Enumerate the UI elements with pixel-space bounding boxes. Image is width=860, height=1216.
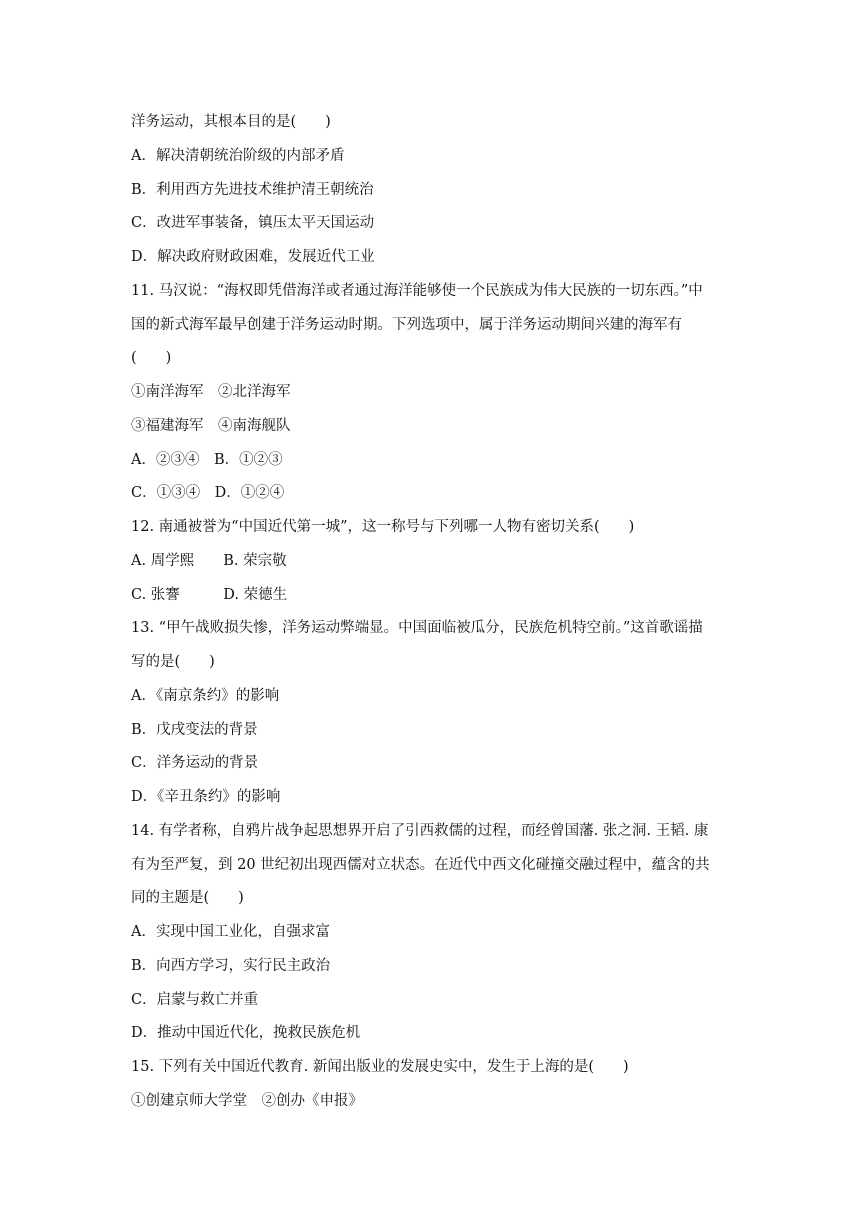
q11-options-cd: C．①③④ D．①②④ bbox=[131, 485, 285, 501]
q13-stem-line1: 13. “甲午战败损失惨，洋务运动弊端显。中国面临被瓜分，民族危机特空前。”这首歌谣描 bbox=[131, 620, 703, 636]
q10-stem: 洋务运动，其根本目的是( ) bbox=[131, 114, 331, 130]
q11-stem-line2: 国的新式海军最早创建于洋务运动时期。下列选项中，属于洋务运动期间兴建的海军有 bbox=[131, 317, 682, 333]
q13-option-a: A．《南京条约》的影响 bbox=[131, 688, 280, 704]
q13-option-b: B．戊戌变法的背景 bbox=[131, 722, 258, 738]
q14-stem-line2: 有为至严复，到 20 世纪初出现西儒对立状态。在近代中西文化碰撞交融过程中，蕴含的共 bbox=[131, 857, 710, 873]
q14-option-a: A．实现中国工业化，自强求富 bbox=[131, 924, 330, 940]
q12-stem: 12. 南通被誉为“中国近代第一城”，这一称号与下列哪一人物有密切关系( ) bbox=[131, 519, 635, 535]
q13-option-c: C．洋务运动的背景 bbox=[131, 755, 259, 771]
q14-option-d: D．推动中国近代化，挽救民族危机 bbox=[131, 1025, 361, 1041]
q10-option-c: C．改进军事装备，镇压太平天国运动 bbox=[131, 215, 375, 231]
q10-option-b: B．利用西方先进技术维护清王朝统治 bbox=[131, 182, 374, 198]
q11-items-1: ①南洋海军 ②北洋海军 bbox=[131, 384, 291, 400]
q14-option-b: B．向西方学习，实行民主政治 bbox=[131, 958, 331, 974]
q15-items-1: ①创建京师大学堂 ②创办《申报》 bbox=[131, 1093, 363, 1109]
q11-stem-line3: ( ) bbox=[131, 350, 172, 366]
q13-option-d: D．《辛丑条约》的影响 bbox=[131, 789, 281, 805]
q13-stem-line2: 写的是( ) bbox=[131, 654, 215, 670]
q11-items-2: ③福建海军 ④南海舰队 bbox=[131, 418, 291, 434]
q15-stem: 15. 下列有关中国近代教育. 新闻出版业的发展史实中，发生于上海的是( ) bbox=[131, 1059, 629, 1075]
q14-option-c: C．启蒙与救亡并重 bbox=[131, 992, 259, 1008]
q11-stem-line1: 11. 马汉说：“海权即凭借海洋或者通过海洋能够使一个民族成为伟大民族的一切东西。”中 bbox=[131, 283, 703, 299]
q14-stem-line3: 同的主题是( ) bbox=[131, 890, 244, 906]
q12-options-ab: A. 周学熙 B. 荣宗敬 bbox=[131, 553, 287, 569]
q11-options-ab: A．②③④ B．①②③ bbox=[131, 452, 283, 468]
q12-options-cd: C. 张謇 D. 荣德生 bbox=[131, 587, 288, 603]
q14-stem-line1: 14. 有学者称，自鸦片战争起思想界开启了引西救儒的过程，而经曾国藩. 张之洞. 王韬. 康 bbox=[131, 823, 709, 839]
q10-option-d: D．解决政府财政困难，发展近代工业 bbox=[131, 249, 375, 265]
q10-option-a: A．解决清朝统治阶级的内部矛盾 bbox=[131, 148, 345, 164]
